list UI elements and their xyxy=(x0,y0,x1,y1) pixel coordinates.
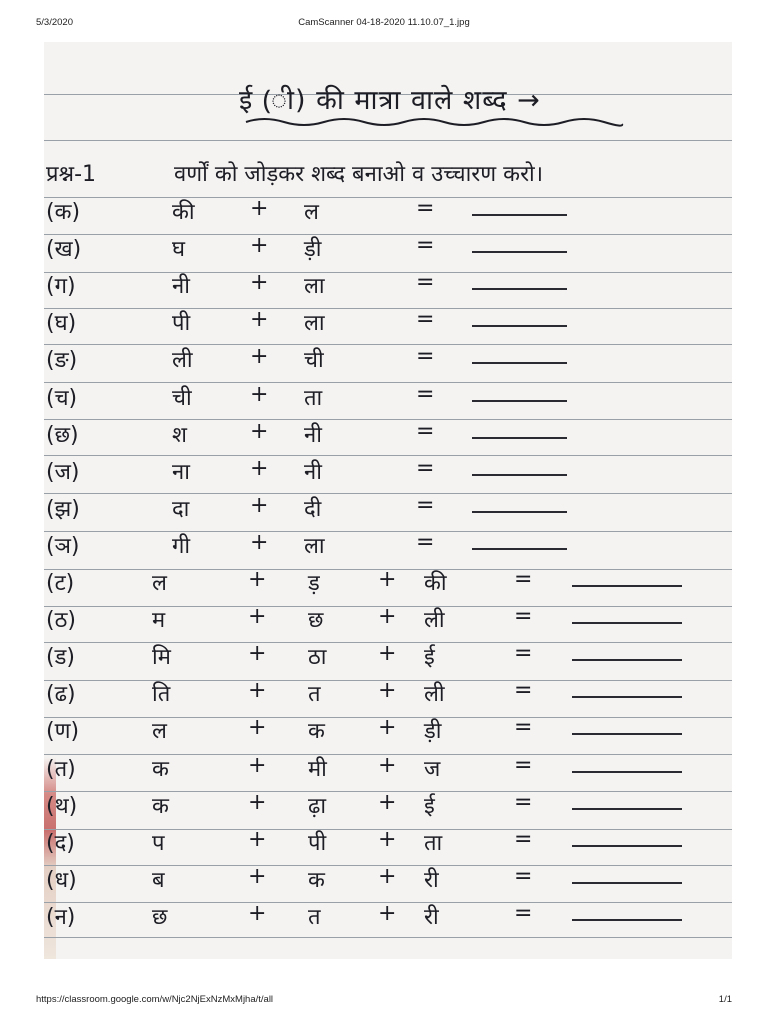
worksheet-title: ई (ी) की मात्रा वाले शब्द → xyxy=(239,85,541,116)
syllable-b: ड़ी xyxy=(304,237,322,263)
plus-sign: + xyxy=(248,789,267,815)
syllable-b: ला xyxy=(304,533,325,559)
print-date: 5/3/2020 xyxy=(36,17,73,28)
answer-blank xyxy=(572,808,682,810)
syllable-a: नी xyxy=(172,274,190,300)
row-label: (द) xyxy=(46,830,75,856)
row-label: (ठ) xyxy=(46,608,76,634)
equals-sign: = xyxy=(416,233,435,259)
answer-blank xyxy=(572,622,682,624)
exercise-row xyxy=(44,827,732,861)
row-label: (त) xyxy=(46,756,76,782)
equals-sign: = xyxy=(416,418,435,444)
exercise-row xyxy=(44,344,732,378)
syllable-b: पी xyxy=(308,830,327,856)
syllable-a: श xyxy=(172,422,187,448)
plus-sign: + xyxy=(250,492,269,518)
scanned-worksheet xyxy=(44,42,732,959)
syllable-a: पी xyxy=(172,311,191,337)
ruled-line xyxy=(44,140,732,141)
row-label: (न) xyxy=(46,904,76,930)
syllable-a: गी xyxy=(172,533,191,559)
plus-sign: + xyxy=(250,196,269,221)
row-label: (ड) xyxy=(46,645,75,671)
syllable-c: ज xyxy=(424,756,441,782)
plus-sign: + xyxy=(378,900,397,926)
plus-sign: + xyxy=(378,752,397,778)
exercise-row xyxy=(44,641,732,675)
ruled-line xyxy=(44,937,732,938)
row-label: (ण) xyxy=(46,719,80,745)
plus-sign: + xyxy=(248,826,267,852)
plus-sign: + xyxy=(248,678,267,704)
syllable-a: ति xyxy=(152,682,171,708)
syllable-b: छ xyxy=(308,608,324,634)
equals-sign: = xyxy=(514,789,533,815)
syllable-b: नी xyxy=(304,422,322,448)
exercise-row xyxy=(44,307,732,341)
plus-sign: + xyxy=(248,641,267,667)
syllable-b: ता xyxy=(304,385,323,411)
answer-blank xyxy=(472,288,567,290)
plus-sign: + xyxy=(250,529,269,555)
answer-blank xyxy=(572,585,682,587)
exercise-row xyxy=(44,456,732,490)
answer-blank xyxy=(472,511,567,513)
syllable-c: ड़ी xyxy=(424,719,442,745)
document-title: CamScanner 04-18-2020 11.10.07_1.jpg xyxy=(298,17,470,28)
answer-blank xyxy=(572,659,682,661)
answer-blank xyxy=(472,325,567,327)
exercise-row xyxy=(44,382,732,416)
answer-blank xyxy=(572,696,682,698)
title-wavy-underline xyxy=(244,116,624,130)
syllable-b: त xyxy=(308,682,321,708)
equals-sign: = xyxy=(514,900,533,926)
exercise-row xyxy=(44,233,732,267)
row-label: (छ) xyxy=(46,422,79,448)
answer-blank xyxy=(572,733,682,735)
syllable-c: की xyxy=(424,571,447,596)
row-label: (ञ) xyxy=(46,533,80,559)
syllable-a: घ xyxy=(172,237,186,263)
syllable-c: री xyxy=(424,904,439,930)
syllable-a: ब xyxy=(152,867,165,893)
answer-blank xyxy=(472,437,567,439)
row-label: (ग) xyxy=(46,274,76,300)
plus-sign: + xyxy=(250,233,269,259)
equals-sign: = xyxy=(416,492,435,518)
row-label: (च) xyxy=(46,385,78,411)
row-label: (थ) xyxy=(46,793,78,819)
syllable-b: ल xyxy=(304,200,319,225)
syllable-c: ता xyxy=(424,830,443,856)
exercise-row xyxy=(44,864,732,898)
syllable-a: ल xyxy=(152,719,167,745)
plus-sign: + xyxy=(250,344,269,370)
exercise-row xyxy=(44,270,732,304)
row-label: (ध) xyxy=(46,867,77,893)
page-url: https://classroom.google.com/w/Njc2NjExNzMxMjha/t/all xyxy=(36,994,274,1005)
syllable-b: ला xyxy=(304,274,325,300)
equals-sign: = xyxy=(514,678,533,704)
syllable-b: ची xyxy=(304,348,324,374)
question-number: प्रश्न-1 xyxy=(46,162,97,187)
plus-sign: + xyxy=(378,641,397,667)
syllable-a: प xyxy=(152,830,165,856)
row-label: (ङ) xyxy=(46,348,78,374)
syllable-b: ढ़ा xyxy=(308,793,327,819)
syllable-a: मि xyxy=(152,645,171,671)
exercise-row xyxy=(44,753,732,787)
print-header xyxy=(0,17,768,31)
exercise-row xyxy=(44,567,732,601)
row-label: (ढ) xyxy=(46,682,76,708)
exercise-row xyxy=(44,493,732,527)
equals-sign: = xyxy=(514,641,533,667)
plus-sign: + xyxy=(378,863,397,889)
row-label: (झ) xyxy=(46,496,80,522)
answer-blank xyxy=(472,474,567,476)
plus-sign: + xyxy=(378,715,397,741)
equals-sign: = xyxy=(514,752,533,778)
syllable-c: ली xyxy=(424,608,445,634)
exercise-row xyxy=(44,604,732,638)
syllable-c: री xyxy=(424,867,439,893)
answer-blank xyxy=(472,548,567,550)
exercise-row xyxy=(44,196,732,230)
plus-sign: + xyxy=(250,307,269,333)
syllable-a: की xyxy=(172,200,195,225)
answer-blank xyxy=(472,214,567,216)
exercise-row xyxy=(44,715,732,749)
syllable-b: क xyxy=(308,867,325,893)
syllable-b: मी xyxy=(308,756,327,782)
syllable-a: ना xyxy=(172,459,190,485)
plus-sign: + xyxy=(248,604,267,630)
equals-sign: = xyxy=(514,715,533,741)
equals-sign: = xyxy=(416,196,435,221)
plus-sign: + xyxy=(378,789,397,815)
row-label: (ख) xyxy=(46,237,82,263)
plus-sign: + xyxy=(378,567,397,592)
plus-sign: + xyxy=(248,752,267,778)
answer-blank xyxy=(472,362,567,364)
plus-sign: + xyxy=(250,381,269,407)
equals-sign: = xyxy=(514,863,533,889)
syllable-b: ठा xyxy=(308,645,327,671)
answer-blank xyxy=(472,400,567,402)
syllable-b: दी xyxy=(304,496,322,522)
plus-sign: + xyxy=(378,604,397,630)
plus-sign: + xyxy=(250,418,269,444)
syllable-c: ई xyxy=(424,645,435,671)
equals-sign: = xyxy=(416,529,435,555)
plus-sign: + xyxy=(248,900,267,926)
syllable-a: क xyxy=(152,756,169,782)
answer-blank xyxy=(572,771,682,773)
exercise-row xyxy=(44,419,732,453)
exercise-row xyxy=(44,901,732,935)
answer-blank xyxy=(572,845,682,847)
syllable-a: ची xyxy=(172,385,192,411)
syllable-c: ई xyxy=(424,793,435,819)
plus-sign: + xyxy=(378,678,397,704)
plus-sign: + xyxy=(250,270,269,296)
exercise-row xyxy=(44,530,732,564)
syllable-a: क xyxy=(152,793,169,819)
syllable-b: क xyxy=(308,719,325,745)
exercise-row xyxy=(44,678,732,712)
plus-sign: + xyxy=(250,455,269,481)
equals-sign: = xyxy=(416,381,435,407)
syllable-a: दा xyxy=(172,496,190,522)
plus-sign: + xyxy=(378,826,397,852)
syllable-b: नी xyxy=(304,459,322,485)
answer-blank xyxy=(572,882,682,884)
syllable-a: म xyxy=(152,608,166,634)
equals-sign: = xyxy=(416,344,435,370)
syllable-b: त xyxy=(308,904,321,930)
syllable-a: ली xyxy=(172,348,193,374)
exercise-row xyxy=(44,790,732,824)
syllable-b: ला xyxy=(304,311,325,337)
equals-sign: = xyxy=(416,455,435,481)
syllable-b: ड़ xyxy=(308,571,320,596)
equals-sign: = xyxy=(514,826,533,852)
equals-sign: = xyxy=(416,307,435,333)
page-count: 1/1 xyxy=(718,994,732,1005)
syllable-c: ली xyxy=(424,682,445,708)
plus-sign: + xyxy=(248,715,267,741)
row-label: (क) xyxy=(46,200,81,225)
equals-sign: = xyxy=(514,567,533,592)
syllable-a: छ xyxy=(152,904,168,930)
equals-sign: = xyxy=(514,604,533,630)
plus-sign: + xyxy=(248,567,267,592)
equals-sign: = xyxy=(416,270,435,296)
row-label: (ज) xyxy=(46,459,80,485)
question-instruction: वर्णों को जोड़कर शब्द बनाओ व उच्चारण करो। xyxy=(174,162,544,187)
plus-sign: + xyxy=(248,863,267,889)
row-label: (घ) xyxy=(46,311,77,337)
row-label: (ट) xyxy=(46,571,75,596)
answer-blank xyxy=(572,919,682,921)
syllable-a: ल xyxy=(152,571,167,596)
answer-blank xyxy=(472,251,567,253)
